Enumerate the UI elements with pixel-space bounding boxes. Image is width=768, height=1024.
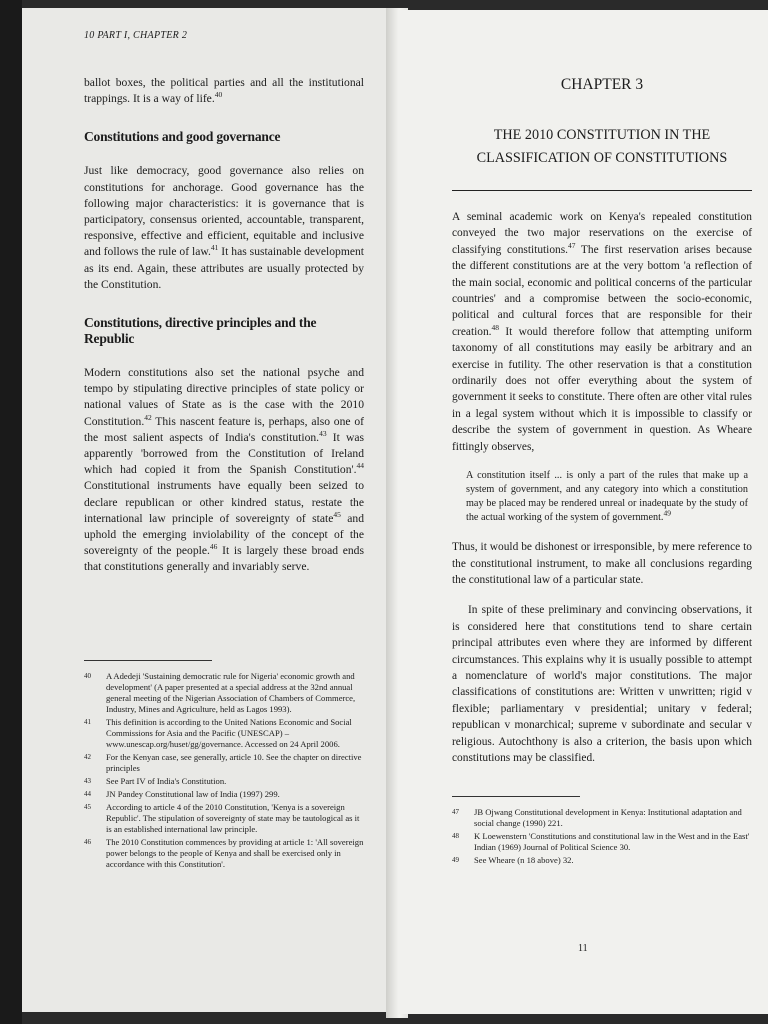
good-governance-paragraph: Just like democracy, good governance also relies on constitutions for anchorage. Good governance has the following major characteristics: it is governance that is participatory, consensus oriented, accountable, transparent, responsive, effective and efficient, equitable and inclusive and follows the rule of law.$^{41}$ It has sustainable development as its end. Again, these attributes are usually protected by the Constitution. [84,164,364,291]
left-page [22,8,394,1012]
footnote [84,776,364,787]
wheare-quote: A constitution itself ... is only a part of the rules that make up a system of government, and any category into which a constitution may be placed may be rendered unreal or inadequate by the study of the actual working of the system of government.$^{49}$ [466,470,748,524]
section-heading-directive-principles: Constitutions, directive principles and the Republic [84,315,317,347]
footnote-separator [84,660,212,661]
footnote [452,807,752,829]
page-number: 11 [578,943,588,954]
chapter-title [452,124,752,170]
footnote [84,717,364,750]
footnote-ref: 48 [491,323,500,333]
footnotes-right [452,807,752,866]
footnote-ref: 43 [319,428,327,438]
footnote-text: K Loewenstern 'Constitutions and constitutional law in the West and in the East' Indian (1969) Journal of Political Science 30. [474,831,750,853]
footnote-text: A Adedeji 'Sustaining democratic rule for Nigeria' economic growth and development' (A paper presented at a special address at the 32nd annual general meeting of the Nigerian Association of Chambers of Commerce, Industry, Mines and Agriculture, held as Lagos 1993). [106,670,356,714]
footnote [452,855,752,866]
footnote-number: 49 [452,856,459,865]
footnote-number: 46 [84,837,91,846]
running-head: 10 PART I, CHAPTER 2 [84,30,188,41]
footnote [84,837,364,870]
directive-principles-paragraph: Modern constitutions also set the national psyche and tempo by stipulating directive principles of state policy or national values of State as is the case with the 2010 Constitution.$^{42}$ This nascent feature is, perhaps, also one of the most salient aspects of India's constitution.$^{43}$ It was apparently 'borrowed from the Constitution of Ireland which had copied it from the Spanish Constitution'.$^{44}$ Constitutional instruments have equally been seized to declare republican or other kindred status, restate the international law principle of sovereignty of state$^{45}$ and uphold the emerging inviolability of the concept of the sovereignty of the people.$^{46}$ It is largely these broad ends that constitutions generally and invariably serve. [84,366,364,574]
footnote [84,802,364,835]
paragraph-1: A seminal academic work on Kenya's repealed constitution conveyed the two major reservations on the exercise of classifying constitutions.$^{47}$ The first reservation arises because the different constitutions are at the very bottom 'a reflection of the main social, economic and political concerns of the particular countries' and a compromise between the socio-economic, political and cultural forces that are responsible for their creation.$^{48}$ It would therefore follow that attempting uniform taxonomy of all constitutions may easily be arbitrary and an exercise in futility. The other reservation is that a constitution ordinarily does not offer everything about the system of government it seeks to constitute. There often are other vital rules in a legal system without which it is impossible to classify or describe the system of government in question. As Wheare fittingly observes, [452,211,752,453]
chapter-title-line: THE 2010 CONSTITUTION IN THE [493,127,711,143]
footnote-ref: 49 [663,508,671,518]
footnote-ref: 42 [144,412,152,422]
footnote-number: 40 [84,671,91,680]
scan-edge [0,0,22,1024]
right-page [398,10,768,1014]
footnote-ref: 45 [333,510,341,519]
section-heading-good-governance: Constitutions and good governance [84,129,281,145]
chapter-number: CHAPTER 3 [560,76,644,93]
footnote-text: This definition is according to the United Nations Economic and Social Commissions for Asia and the Pacific (UNESCAP) – www.unescap.org/huset/gg/governance. Accessed on 24 April 2006. [106,716,352,749]
footnote [452,831,752,853]
footnote [84,789,364,800]
footnote [84,752,364,774]
paragraph-3: In spite of these preliminary and convincing observations, it is considered here that constitutions tend to share certain principal attributes even where they are informed by different circumstances. This explains why it is usually possible to attempt a nomenclature of world's major constitutions. The major classifications of constitutions are: Written v unwritten; rigid v flexible; parliamentary v presidential; unitary v federal; republican v monarchical; supreme v subordinate and secular v religious. Autochthony is also a criterion, the basis upon which constitutions may be classified. [452,604,752,764]
footnote-ref: 44 [356,461,364,471]
footnote-number: 41 [84,717,91,726]
footnote-text: See Part IV of India's Constitution. [106,775,227,786]
footnote-text: See Wheare (n 18 above) 32. [474,855,574,866]
footnote-text: The 2010 Constitution commences by providing at article 1: 'All sovereign power belongs to the people of Kenya and shall be exercised only in accordance with this Constitution'. [106,836,364,869]
footnote-number: 44 [84,789,91,798]
chapter-title-line: CLASSIFICATION OF CONSTITUTIONS [476,150,728,166]
footnote-ref: 46 [209,542,218,552]
footnote-number: 48 [452,832,459,841]
footnote-text: For the Kenyan case, see generally, article 10. See the chapter on directive principles [106,751,362,773]
footnote-number: 43 [84,776,91,785]
footnote [84,671,364,715]
footnote-separator [452,796,580,797]
footnote-ref: 40 [214,90,223,100]
footnote-number: 47 [452,808,459,817]
footnote-ref: 47 [568,241,576,251]
footnote-text: JN Pandey Constitutional law of India (1997) 299. [106,788,280,799]
opening-paragraph: ballot boxes, the political parties and all the institutional trappings. It is a way of life.$^{40}$ [84,76,364,106]
footnotes-left [84,671,364,870]
footnote-number: 42 [84,752,91,761]
footnote-number: 45 [84,802,91,811]
paragraph-2: Thus, it would be dishonest or irresponsible, by mere reference to the constitutional instrument, to make all conclusions regarding the constitutional law of a particular state. [452,541,752,586]
title-underline [452,190,752,191]
footnote-ref: 41 [210,243,219,253]
footnote-text: JB Ojwang Constitutional development in Kenya: Institutional adaptation and social change (1990) 221. [474,807,742,829]
footnote-text: According to article 4 of the 2010 Constitution, 'Kenya is a sovereign Republic'. The stipulation of sovereignty of state may be tautological as it is an established international law principle. [106,801,360,834]
